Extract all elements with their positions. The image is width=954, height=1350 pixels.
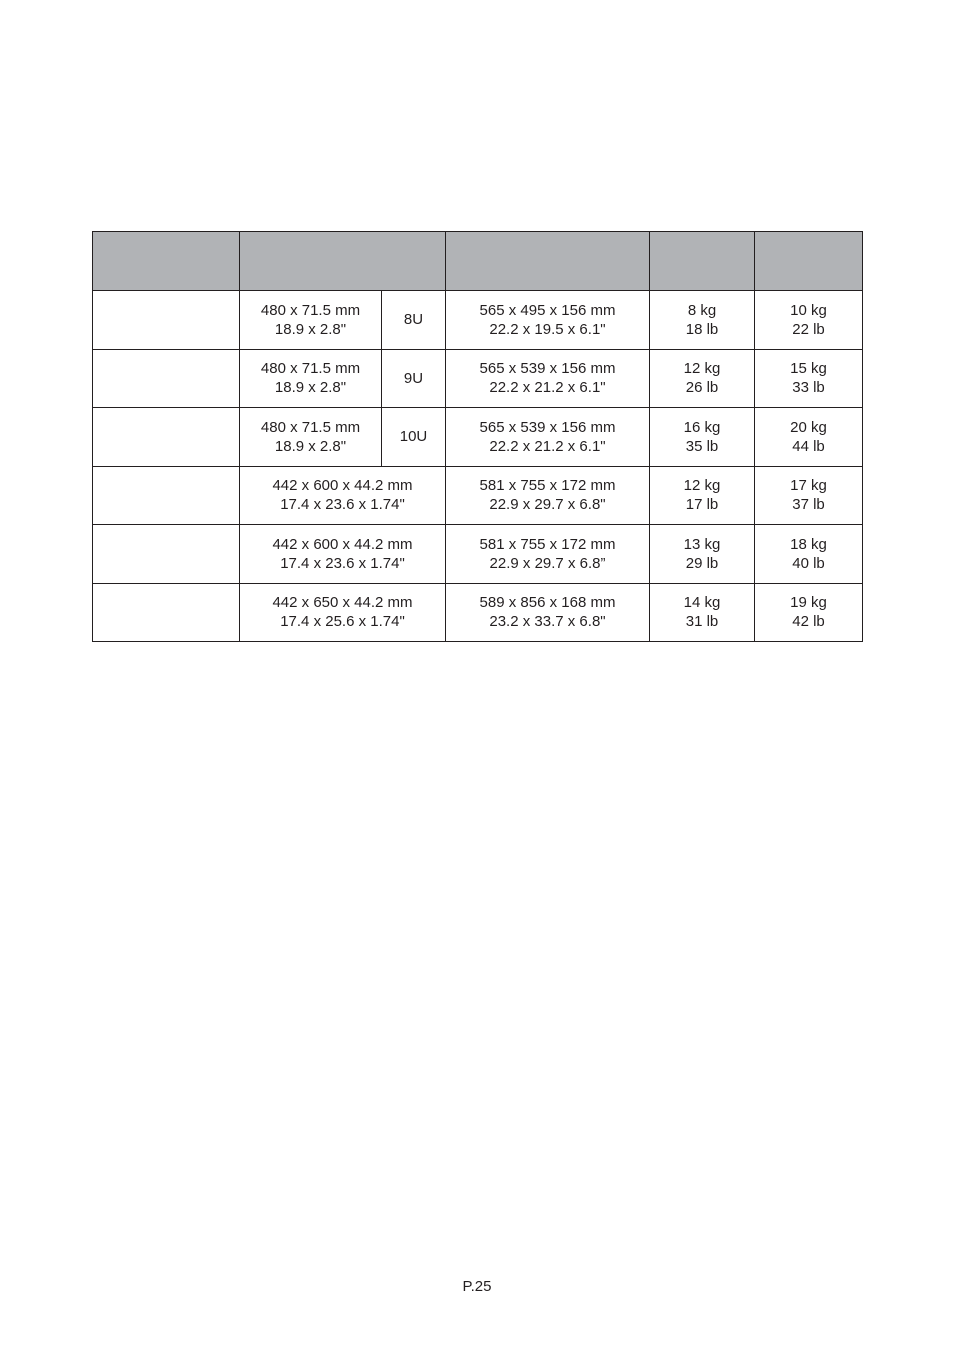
dimensions-in: 18.9 x 2.8" (274, 437, 347, 455)
package-in: 22.2 x 21.2 x 6.1" (489, 437, 606, 455)
weight-lb: 17 lb (685, 496, 719, 514)
dimensions-cell (240, 583, 446, 642)
weight-lb: 18 lb (685, 320, 719, 338)
rack-unit-cell: 10U (382, 408, 446, 467)
dimensions-mm: 442 x 600 x 44.2 mm (272, 477, 413, 495)
package-mm: 565 x 539 x 156 mm (479, 360, 616, 378)
weight-lb: 31 lb (685, 613, 719, 631)
package-in: 22.9 x 29.7 x 6.8" (489, 496, 606, 514)
weight-kg: 15 kg (790, 360, 827, 378)
table-row (93, 583, 863, 642)
package-cell (446, 291, 650, 350)
weight-lb: 33 lb (792, 379, 825, 397)
rack-unit-cell: 8U (382, 291, 446, 350)
rack-unit-cell: 9U (382, 349, 446, 408)
net-weight-cell (650, 466, 755, 525)
dimensions-cell (240, 291, 382, 350)
package-in: 22.2 x 21.2 x 6.1" (489, 379, 606, 397)
package-mm: 581 x 755 x 172 mm (479, 535, 616, 553)
spec-table (92, 231, 863, 642)
gross-weight-cell (755, 583, 863, 642)
net-weight-cell (650, 583, 755, 642)
package-cell (446, 525, 650, 584)
dimensions-in: 18.9 x 2.8" (274, 320, 347, 338)
dimensions-cell (240, 349, 382, 408)
gross-weight-cell (755, 408, 863, 467)
table-row (93, 291, 863, 350)
model-cell (93, 291, 240, 350)
table-row (93, 349, 863, 408)
table-header-row (93, 232, 863, 291)
model-cell (93, 408, 240, 467)
package-mm: 589 x 856 x 168 mm (479, 594, 616, 612)
weight-kg: 19 kg (790, 594, 827, 612)
package-in: 23.2 x 33.7 x 6.8" (489, 613, 606, 631)
header-cell-model (93, 232, 240, 291)
weight-lb: 42 lb (792, 613, 825, 631)
model-cell (93, 349, 240, 408)
weight-kg: 20 kg (790, 418, 827, 436)
net-weight-cell (650, 525, 755, 584)
model-cell (93, 525, 240, 584)
package-in: 22.2 x 19.5 x 6.1" (489, 320, 606, 338)
page-number: P.25 (462, 1278, 492, 1295)
header-cell-net-weight (650, 232, 755, 291)
weight-lb: 37 lb (792, 496, 825, 514)
dimensions-cell (240, 525, 446, 584)
package-cell (446, 466, 650, 525)
header-cell-dimensions (240, 232, 446, 291)
net-weight-cell (650, 408, 755, 467)
package-mm: 581 x 755 x 172 mm (479, 477, 616, 495)
weight-kg: 12 kg (683, 360, 721, 378)
dimensions-in: 17.4 x 23.6 x 1.74" (280, 554, 405, 572)
weight-lb: 44 lb (792, 437, 825, 455)
dimensions-cell (240, 408, 382, 467)
package-mm: 565 x 495 x 156 mm (479, 301, 616, 319)
dimensions-cell (240, 466, 446, 525)
package-cell (446, 408, 650, 467)
package-cell (446, 583, 650, 642)
gross-weight-cell (755, 291, 863, 350)
table-row (93, 525, 863, 584)
dimensions-mm: 442 x 650 x 44.2 mm (272, 594, 413, 612)
table-row (93, 466, 863, 525)
package-cell (446, 349, 650, 408)
dimensions-mm: 480 x 71.5 mm (260, 418, 361, 436)
dimensions-in: 18.9 x 2.8" (274, 379, 347, 397)
dimensions-mm: 480 x 71.5 mm (260, 360, 361, 378)
net-weight-cell (650, 349, 755, 408)
model-cell (93, 466, 240, 525)
weight-kg: 12 kg (683, 477, 721, 495)
weight-kg: 14 kg (683, 594, 721, 612)
weight-kg: 8 kg (687, 301, 717, 319)
net-weight-cell (650, 291, 755, 350)
dimensions-mm: 480 x 71.5 mm (260, 301, 361, 319)
weight-kg: 18 kg (790, 535, 827, 553)
weight-kg: 17 kg (790, 477, 827, 495)
weight-kg: 13 kg (683, 535, 721, 553)
model-cell (93, 583, 240, 642)
package-mm: 565 x 539 x 156 mm (479, 418, 616, 436)
weight-lb: 26 lb (685, 379, 719, 397)
header-cell-gross-weight (755, 232, 863, 291)
weight-lb: 29 lb (685, 554, 719, 572)
weight-lb: 22 lb (792, 320, 825, 338)
weight-kg: 10 kg (790, 301, 827, 319)
header-cell-package (446, 232, 650, 291)
gross-weight-cell (755, 466, 863, 525)
gross-weight-cell (755, 349, 863, 408)
dimensions-in: 17.4 x 25.6 x 1.74" (280, 613, 405, 631)
dimensions-in: 17.4 x 23.6 x 1.74" (280, 496, 405, 514)
gross-weight-cell (755, 525, 863, 584)
weight-lb: 35 lb (685, 437, 719, 455)
weight-lb: 40 lb (792, 554, 825, 572)
table-row (93, 408, 863, 467)
weight-kg: 16 kg (683, 418, 721, 436)
package-in: 22.9 x 29.7 x 6.8” (489, 554, 606, 572)
dimensions-mm: 442 x 600 x 44.2 mm (272, 535, 413, 553)
